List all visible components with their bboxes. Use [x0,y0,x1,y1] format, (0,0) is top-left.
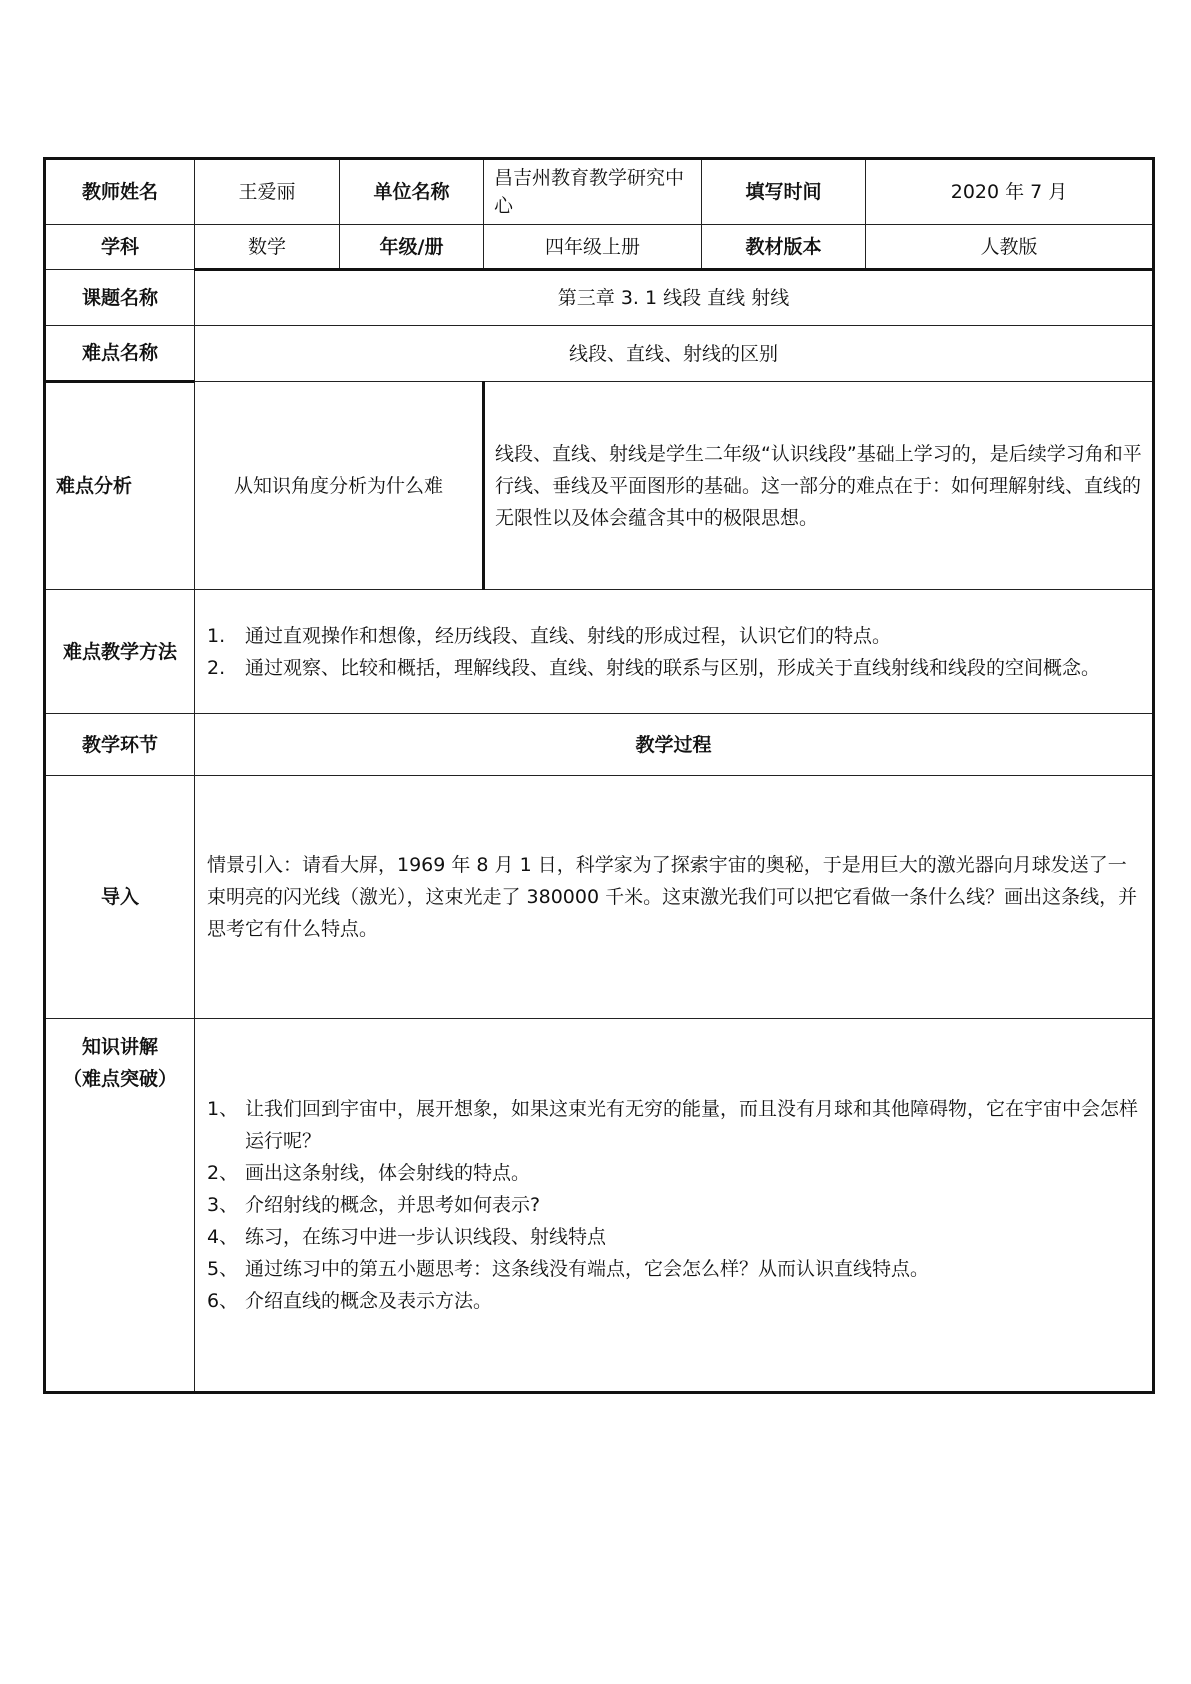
method-label: 难点教学方法 [45,590,195,714]
intro-cell [195,776,1154,1019]
fill-date-value: 2020 年 7 月 [866,159,1154,225]
knowledge-cell [195,1019,1154,1393]
grade-label: 年级/册 [340,225,484,270]
method-item: 1. 通过直观操作和想像，经历线段、直线、射线的形成过程，认识它们的特点。 [207,624,892,647]
unit-name-label: 单位名称 [340,159,484,225]
knowledge-label: 知识讲解 [81,1036,158,1058]
lesson-plan-table [43,157,1155,1394]
row-knowledge [45,1019,1154,1393]
knowledge-item: 5、 通过练习中的第五小题思考：这条线没有端点，它会怎么样？从而认识直线特点。 [207,1258,930,1280]
topic-value: 第三章 3. 1 线段 直线 射线 [195,270,1154,326]
difficulty-label: 难点名称 [45,326,195,382]
analysis-sub-label: 从知识角度分析为什么难 [195,382,484,590]
knowledge-item: 4、 练习，在练习中进一步认识线段、射线特点 [207,1226,607,1248]
knowledge-item: 1、 让我们回到宇宙中，展开想象，如果这束光有无穷的能量，而且没有月球和其他障碍物，它在宇宙中会怎样运行呢？ [207,1098,1139,1152]
grade-value: 四年级上册 [484,225,702,270]
method-cell [195,590,1154,714]
knowledge-item: 2、 画出这条射线，体会射线的特点。 [207,1162,531,1184]
edition-value: 人教版 [866,225,1154,270]
analysis-text-cell [484,382,1154,590]
row-difficulty [45,326,1154,382]
process-stage-label: 教学环节 [45,714,195,776]
row-process-header [45,714,1154,776]
teacher-name-label: 教师姓名 [45,159,195,225]
knowledge-list [207,1093,1140,1317]
row-topic [45,270,1154,326]
row-method [45,590,1154,714]
row-intro [45,776,1154,1019]
unit-name-value: 昌吉州教育教学研究中心 [484,159,702,225]
knowledge-sub-label: （难点突破） [62,1068,177,1090]
intro-text: 情景引入：请看大屏，1969 年 8 月 1 日，科学家为了探索宇宙的奥秘，于是用巨大的激光器向月球发送了一束明亮的闪光线（激光），这束光走了 380000 千米。这束激光我们可以把它看做一条什么线？画出这条线，并思考它有什么特点。 [207,854,1138,940]
knowledge-item: 6、 介绍直线的概念及表示方法。 [207,1290,493,1312]
difficulty-value: 线段、直线、射线的区别 [195,326,1154,382]
knowledge-item: 3、 介绍射线的概念，并思考如何表示? [207,1194,541,1216]
row-basic-info [45,159,1154,225]
method-list [207,620,1140,684]
row-analysis [45,382,1154,590]
topic-label: 课题名称 [45,270,195,326]
teacher-name-value: 王爱丽 [195,159,340,225]
knowledge-label-cell [45,1019,195,1393]
intro-label: 导入 [45,776,195,1019]
process-label: 教学过程 [195,714,1154,776]
row-subject-info [45,225,1154,270]
analysis-text: 线段、直线、射线是学生二年级“认识线段”基础上学习的，是后续学习角和平行线、垂线及平面图形的基础。这一部分的难点在于：如何理解射线、直线的无限性以及体会蕴含其中的极限思想。 [495,442,1142,529]
subject-value: 数学 [195,225,340,270]
fill-date-label: 填写时间 [702,159,866,225]
subject-label: 学科 [45,225,195,270]
analysis-label: 难点分析 [45,382,195,590]
edition-label: 教材版本 [702,225,866,270]
method-item: 2. 通过观察、比较和概括，理解线段、直线、射线的联系与区别，形成关于直线射线和线段的空间概念。 [207,656,1101,679]
